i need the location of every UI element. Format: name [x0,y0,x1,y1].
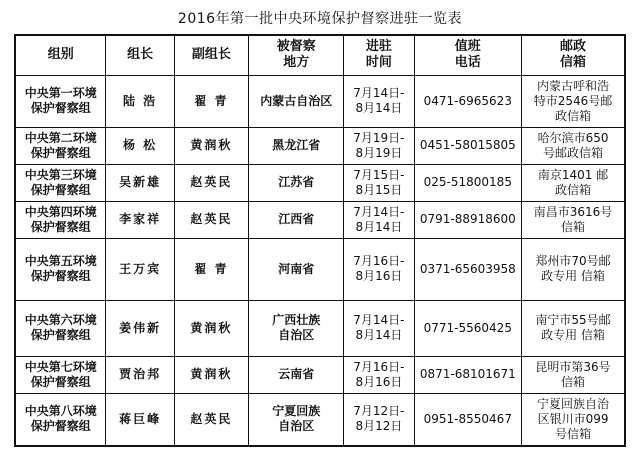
cell-deputy: 赵英民 [174,164,248,201]
cell-time-line1: 7月14日- [353,313,405,327]
cell-time-line1: 7月14日- [353,86,405,100]
cell-time [344,356,414,393]
cell-time-line1: 7月14日- [353,204,405,219]
cell-mail-line2: 特市2546号邮 [533,93,613,108]
column-header-leader-line1: 组长 [127,47,154,63]
cell-time-line1: 7月16日- [353,254,405,268]
cell-mail-line2: 政专用 信箱 [541,269,605,283]
column-header-time-line1: 进驻 [365,39,392,54]
cell-time-line2: 8月14日 [355,328,403,342]
cell-group [15,127,106,164]
cell-phone: 0871-68101671 [414,356,522,393]
cell-place-line1: 江西省 [278,212,315,226]
table-row [15,356,625,393]
cell-phone: 025-51800185 [414,164,522,201]
cell-time-line2: 8月15日 [355,182,403,197]
cell-place-line1: 内蒙古自治区 [260,93,333,108]
cell-mail-line2: 信箱 [561,374,586,389]
cell-mail-line1: 南昌市3616号 [533,204,613,219]
inspection-schedule-table [14,34,626,447]
cell-time-line2: 8月12日 [355,419,403,433]
column-header-group [15,35,106,75]
cell-deputy: 黄润秋 [174,356,248,393]
cell-place [249,393,344,446]
cell-deputy: 赵英民 [174,393,248,446]
cell-deputy: 黄润秋 [174,127,248,164]
cell-mail [522,75,625,127]
cell-group [15,356,106,393]
cell-mail-line1: 哈尔滨市650 [537,130,609,145]
cell-leader: 李家祥 [106,201,174,238]
cell-time-line2: 8月14日 [355,101,403,115]
cell-group [15,393,106,446]
cell-mail-line1: 南宁市55号邮 [535,313,611,327]
cell-time-line1: 7月16日- [353,359,405,374]
cell-place-line2: 自治区 [278,328,315,342]
cell-phone: 0451-58015805 [414,127,522,164]
cell-time-line2: 8月16日 [355,269,403,283]
cell-time-line2: 8月16日 [355,374,403,389]
column-header-place [249,35,344,75]
cell-mail-line1: 宁夏回族自治 [537,396,610,411]
table-row [15,238,625,300]
cell-mail-line2: 号邮政信箱 [543,145,604,160]
cell-time-line1: 7月12日- [353,404,405,418]
cell-place [249,300,344,356]
cell-time-line1: 7月19日- [353,130,405,145]
table-row [15,201,625,238]
table-row [15,164,625,201]
cell-mail-line2: 政专用 信箱 [541,328,605,342]
cell-place-line1: 黑龙江省 [272,138,321,152]
cell-group [15,164,106,201]
cell-group-line1: 中央第八环境 [24,404,97,418]
cell-place-line1: 河南省 [278,261,315,276]
column-header-phone-line1: 值班 [454,39,481,54]
column-header-time [344,35,414,75]
cell-mail-line1: 昆明市第36号 [535,359,611,374]
cell-leader: 蒋巨峰 [106,393,174,446]
cell-deputy: 黄润秋 [174,300,248,356]
cell-time [344,393,414,446]
cell-place [249,201,344,238]
cell-mail [522,393,625,446]
cell-place-line1: 江苏省 [278,175,315,189]
cell-time [344,127,414,164]
cell-leader: 吴新雄 [106,164,174,201]
cell-place [249,238,344,300]
cell-group-line1: 中央第七环境 [24,359,97,374]
cell-mail-line3: 政信箱 [555,108,592,123]
cell-deputy: 翟 青 [174,75,248,127]
cell-time-line2: 8月19日 [355,145,403,160]
cell-group-line1: 中央第四环境 [24,204,97,219]
column-header-place-line1: 被督察 [276,39,316,54]
cell-place [249,127,344,164]
cell-time [344,238,414,300]
cell-time-line2: 8月14日 [355,219,403,234]
cell-time [344,75,414,127]
cell-mail-line3: 号信箱 [555,426,592,441]
cell-mail-line2: 区银川市099 [537,411,609,426]
cell-group-line1: 中央第六环境 [24,313,97,327]
cell-group-line2: 保护督察组 [30,219,91,234]
cell-phone: 0471-6965623 [414,75,522,127]
cell-phone: 0951-8550467 [414,393,522,446]
cell-group [15,238,106,300]
cell-time [344,300,414,356]
table-row [15,75,625,127]
cell-leader: 陆 浩 [106,75,174,127]
cell-mail [522,300,625,356]
cell-mail-line1: 内蒙古呼和浩 [537,78,610,93]
cell-place-line2: 自治区 [278,419,315,433]
cell-mail-line2: 政信箱 [555,182,592,197]
cell-group [15,300,106,356]
table-body [15,75,625,446]
table-header-row [15,35,625,75]
cell-phone: 0371-65603958 [414,238,522,300]
column-header-phone [414,35,522,75]
cell-group-line2: 保护督察组 [30,328,91,342]
cell-place-line1: 宁夏回族 [272,404,321,418]
cell-group-line1: 中央第一环境 [24,86,97,100]
cell-time-line1: 7月15日- [353,167,405,182]
cell-leader: 杨 松 [106,127,174,164]
cell-group-line2: 保护督察组 [30,182,91,197]
column-header-mail [522,35,625,75]
column-header-phone-line2: 电话 [454,55,481,71]
table-row [15,300,625,356]
column-header-place-line2: 地方 [283,55,310,71]
cell-group [15,75,106,127]
cell-phone: 0771-5560425 [414,300,522,356]
cell-leader: 王万宾 [106,238,174,300]
cell-mail [522,127,625,164]
cell-group-line2: 保护督察组 [30,374,91,389]
cell-group-line2: 保护督察组 [30,145,91,160]
cell-mail [522,201,625,238]
column-header-leader [106,35,174,75]
cell-place [249,75,344,127]
cell-mail [522,238,625,300]
table-row [15,127,625,164]
cell-deputy: 翟 青 [174,238,248,300]
cell-time [344,201,414,238]
table-row [15,393,625,446]
cell-group-line2: 保护督察组 [30,419,91,433]
cell-deputy: 赵英民 [174,201,248,238]
cell-place [249,356,344,393]
cell-mail [522,356,625,393]
cell-mail-line1: 郑州市70号邮 [535,254,611,268]
cell-place-line1: 广西壮族 [272,313,321,327]
cell-group [15,201,106,238]
cell-time [344,164,414,201]
column-header-mail-line1: 邮政 [560,39,587,54]
cell-leader: 姜伟新 [106,300,174,356]
cell-group-line2: 保护督察组 [30,101,91,115]
cell-group-line1: 中央第五环境 [24,254,97,268]
column-header-deputy-line1: 副组长 [191,47,231,63]
cell-phone: 0791-88918600 [414,201,522,238]
table-header [15,35,625,75]
column-header-mail-line2: 信箱 [560,55,587,71]
cell-mail-line2: 信箱 [561,219,586,234]
column-header-deputy [174,35,248,75]
cell-group-line1: 中央第三环境 [24,167,97,182]
cell-place-line1: 云南省 [278,367,315,381]
page-title: 2016年第一批中央环境保护督察进驻一览表 [177,11,463,27]
cell-place [249,164,344,201]
cell-mail [522,164,625,201]
table-container [0,34,640,447]
column-header-group-line1: 组别 [47,47,74,63]
cell-group-line1: 中央第二环境 [24,130,97,145]
cell-mail-line1: 南京1401 邮 [537,167,609,182]
column-header-time-line2: 时间 [365,55,392,71]
cell-leader: 贾治邦 [106,356,174,393]
cell-group-line2: 保护督察组 [30,269,91,283]
